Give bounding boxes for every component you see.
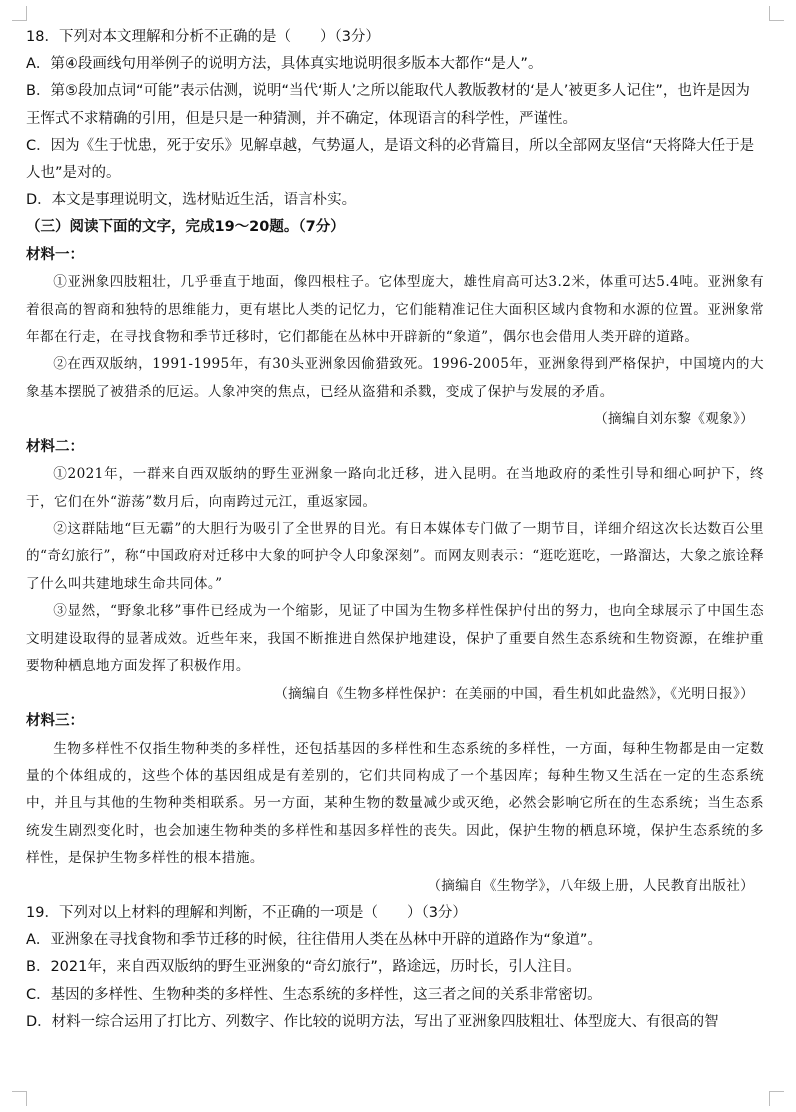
material-1-source: （摘编自刘东黎《观象》） [594, 411, 754, 428]
material-3-title: 材料三： [26, 712, 84, 729]
question-19-option-b: B．2021年，来自西双版纳的野生亚洲象的“奇幻旅行”，路途远，历时长，引人注目。 [26, 959, 581, 976]
material-3 [26, 708, 764, 900]
material-2 [26, 434, 764, 708]
crop-mark-top-right [769, 6, 784, 21]
material-2-paragraph-2: ②这群陆地“巨无霸”的大胆行为吸引了全世界的目光。有日本媒体专门做了一期节目，详细介绍这次长达数百公里的“奇幻旅行”，称“中国政府对迁移中大象的呵护令人印象深刻”。而网友则表示：“逛吃逛吃，一路溜达，大象之旅诠释了什么叫共建地球生命共同体。” [26, 521, 764, 592]
question-19-option-d: D．材料一综合运用了打比方、列数字、作比较的说明方法，写出了亚洲象四肢粗壮、体型庞大、有很高的智 [26, 1013, 719, 1030]
question-18-option-d: D．本文是事理说明文，选材贴近生活，语言朴实。 [26, 192, 357, 209]
question-19-option-c: C．基因的多样性、生物种类的多样性、生态系统的多样性，这三者之间的关系非常密切。 [26, 986, 602, 1003]
material-2-title: 材料二： [26, 438, 84, 455]
question-19-stem: 19．下列对以上材料的理解和判断，不正确的一项是（ ）（3分） [26, 904, 467, 921]
material-1-paragraph-1: ①亚洲象四肢粗壮，几乎垂直于地面，像四根柱子。它体型庞大，雄性肩高可达3.2米，体重可达5.4吨。亚洲象有着很高的智商和独特的思维能力，更有堪比人类的记忆力，它们能精准记住大面积区域内食物和水源的位置。亚洲象常年都在行走，在寻找食物和季节迁移时，它们都能在丛林中开辟新的“象道”，偶尔也会借用人类开辟的道路。 [26, 274, 764, 346]
crop-mark-bottom-left [12, 1091, 27, 1106]
question-18-option-c: C．因为《生于忧患，死于安乐》见解卓越，气势逼人，是语文科的必背篇目，所以全部网友坚信“天将降大任于是人也”是对的。 [26, 137, 755, 182]
crop-mark-bottom-right [769, 1091, 784, 1106]
question-18-option-a: A．第④段画线句用举例子的说明方法，具体真实地说明很多版本大都作“是人”。 [26, 56, 543, 73]
question-19-option-a: A．亚洲象在寻找食物和季节迁移的时候，往往借用人类在丛林中开辟的道路作为“象道”。 [26, 932, 602, 949]
material-3-source: （摘编自《生物学》，八年级上册，人民教育出版社） [427, 877, 754, 894]
question-18-stem: 18．下列对本文理解和分析不正确的是（ ）（3分） [26, 29, 380, 45]
material-1-title: 材料一： [26, 246, 84, 263]
question-19 [26, 900, 764, 1036]
material-1 [26, 242, 764, 434]
material-2-paragraph-1: ①2021年，一群来自西双版纳的野生亚洲象一路向北迁移，进入昆明。在当地政府的柔性引导和细心呵护下，终于，它们在外“游荡”数月后，向南跨过元江，重返家园。 [26, 466, 764, 510]
material-2-source: （摘编自《生物多样性保护：在美丽的中国，看生机如此盎然》，《光明日报》） [274, 685, 754, 702]
crop-mark-top-left [12, 6, 27, 21]
material-3-paragraph-1: 生物多样性不仅指生物种类的多样性，还包括基因的多样性和生态系统的多样性，一方面，每种生物都是由一定数量的个体组成的，这些个体的基因组成是有差别的，它们共同构成了一个基因库；每种生物又生活在一定的生态系统中，并且与其他的生物种类相联系。另一方面，某种生物的数量减少或灭绝，必然会影响它所在的生态系统；当生态系统发生剧烈变化时，也会加速生物种类的多样性和基因多样性的丧失。因此，保护生物的栖息环境，保护生态系统的多样性，是保护生物多样性的根本措施。 [26, 740, 764, 867]
material-2-paragraph-3: ③显然，“野象北移”事件已经成为一个缩影，见证了中国为生物多样性保护付出的努力，也向全球展示了中国生态文明建设取得的显著成效。近些年来，我国不断推进自然保护地建设，保护了重要自然生态系统和生物资源，在维护重要物种栖息地方面发挥了积极作用。 [26, 603, 764, 675]
question-18 [26, 24, 764, 214]
section-3-heading: （三）阅读下面的文字，完成19～20题。（7分） [26, 219, 345, 236]
material-1-paragraph-2: ②在西双版纳，1991-1995年，有30头亚洲象因偷猎致死。1996-2005年，亚洲象得到严格保护，中国境内的大象基本摆脱了被猎杀的厄运。人象冲突的焦点，已经从盗猎和杀戮，变成了保护与发展的矛盾。 [26, 356, 764, 400]
exam-page [26, 24, 764, 1036]
question-18-option-b: B．第⑤段加点词“可能”表示估测，说明“当代‘斯人’之所以能取代人教版教材的‘是人’被更多人记住”，也许是因为王恽式不求精确的引用，但是只是一种猜测，并不确定，体现语言的科学性，严谨性。 [26, 83, 750, 127]
